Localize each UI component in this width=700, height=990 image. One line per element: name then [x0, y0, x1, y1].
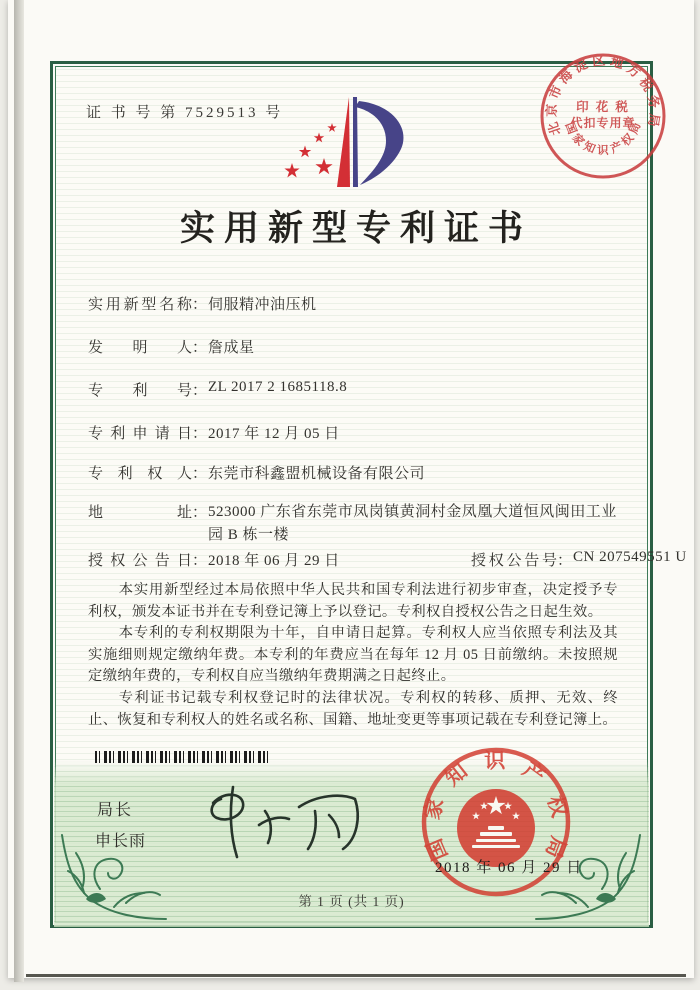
stamp-inner-text: 国家知识产权局 [562, 120, 644, 158]
field-row-filing-date [88, 422, 340, 443]
field-value: 东莞市科鑫盟机械设备有限公司 [208, 466, 426, 482]
field-value: 2017 年 12 月 05 日 [208, 426, 340, 442]
field-value: 伺服精冲油压机 [208, 297, 317, 313]
field-label: 授权公告号 [471, 553, 557, 569]
logo-red-column [337, 97, 350, 187]
field-value: ZL 2017 2 1685118.8 [208, 379, 348, 395]
colon: ： [192, 297, 208, 313]
grant-number-group [471, 549, 687, 570]
cnipa-patent-logo-icon [280, 95, 428, 195]
field-label: 地址 [88, 505, 192, 521]
field-row-grant [88, 549, 687, 570]
page-footer: 第 1 页 (共 1 页) [298, 894, 405, 909]
commissioner-signature [195, 783, 370, 865]
field-row-patent-number [88, 379, 347, 400]
paragraph-1: 本实用新型经过本局依照中华人民共和国专利法进行初步审查，决定授予专利权，颁发本证书并在专利登记簿上予以登记。专利权自授权公告之日起生效。 [88, 582, 618, 620]
field-row-inventor [88, 336, 255, 357]
paragraph-2: 本专利的专利权期限为十年，自申请日起算。专利权人应当依照专利法及其实施细则规定缴纳年费。本专利的年费应当在每年 12 月 05 日前缴纳。未按照规定缴纳年费的，专利权自应当缴纳年费期满之日起终止。 [88, 625, 618, 685]
stamp-center-line2: 代扣专用章 [570, 116, 636, 130]
seal-date: 2018 年 06 月 29 日 [435, 860, 583, 876]
colon: ： [192, 426, 208, 442]
commissioner-title: 局长 [97, 802, 134, 819]
legal-text [88, 580, 618, 731]
field-label: 专利申请日 [88, 426, 192, 442]
field-label: 实用新型名称 [88, 297, 192, 313]
scan-edge-left [14, 0, 24, 982]
colon: ： [192, 340, 208, 356]
grant-date: 2018 年 06 月 29 日 [208, 553, 340, 569]
colon: ： [192, 466, 208, 482]
stamp-center-line1: 印 花 税 [576, 100, 630, 114]
commissioner-name: 申长雨 [95, 833, 147, 850]
colon: ： [192, 505, 208, 521]
field-label: 发明人 [88, 340, 192, 356]
certificate-number: 证 书 号 第 7529513 号 [86, 105, 284, 121]
colon: ： [192, 383, 208, 399]
field-value: 523000 广东省东莞市凤岗镇黄洞村金凤凰大道恒风闽田工业园 B 栋一楼 [208, 504, 617, 543]
colon: ： [192, 553, 208, 569]
certificate-title: 实用新型专利证书 [179, 209, 532, 248]
field-row-address [88, 501, 626, 547]
field-label: 专利权人 [88, 466, 192, 482]
barcode [95, 751, 271, 763]
colon: ： [557, 553, 573, 569]
paragraph-3: 专利证书记载专利权登记时的法律状况。专利权的转移、质押、无效、终止、恢复和专利权人的姓名或名称、国籍、地址变更等事项记载在专利登记簿上。 [88, 689, 618, 728]
tax-stamp [537, 50, 669, 182]
field-row-patentee [88, 462, 425, 483]
scan-edge-bottom [26, 974, 686, 977]
logo-blue-bowl [355, 101, 403, 185]
field-row-name [88, 293, 317, 314]
field-label: 专利号 [88, 383, 192, 399]
stamp-outer-text: 北京市海淀区地方税务局 [543, 52, 663, 138]
field-label: 授权公告日 [88, 553, 192, 569]
grant-number: CN 207549551 U [573, 549, 687, 565]
seal-ring-text: 国家知识产权局 [419, 748, 572, 865]
field-value: 詹成星 [208, 340, 255, 356]
